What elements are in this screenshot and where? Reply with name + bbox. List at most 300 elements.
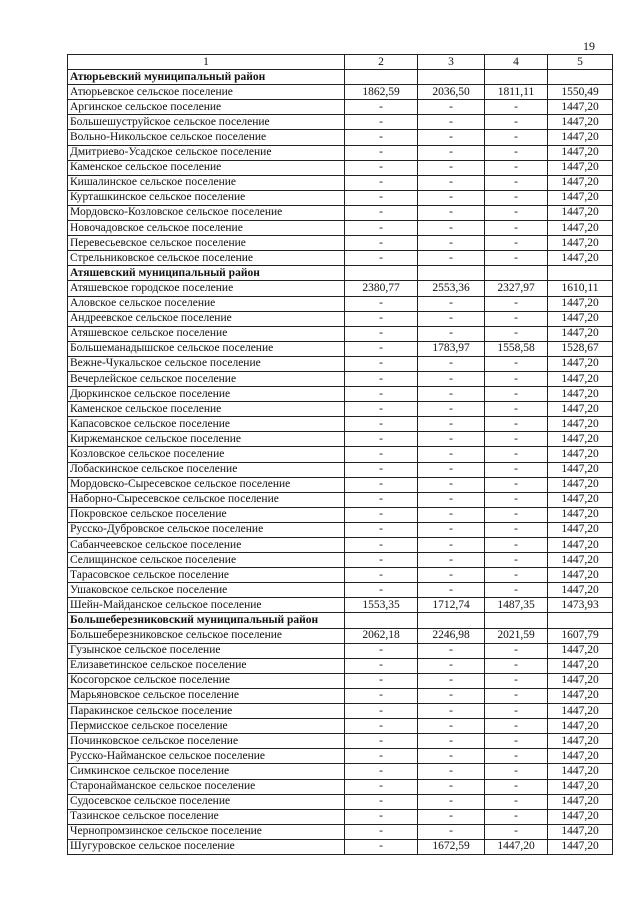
table-row — [68, 462, 613, 477]
value-cell-col-5: 1528,67 — [548, 341, 613, 356]
value-cell-col-4: - — [485, 326, 548, 341]
value-cell-col-3: - — [418, 492, 485, 507]
value-cell-col-5: 1447,20 — [548, 568, 613, 583]
settlement-name-cell: Каменское сельское поселение — [68, 160, 345, 175]
settlement-name-cell: Новочадовское сельское поселение — [68, 221, 345, 236]
value-cell-col-2: - — [345, 205, 418, 220]
value-cell-col-4: - — [485, 538, 548, 553]
table-row — [68, 371, 613, 386]
table-row — [68, 311, 613, 326]
value-cell-col-2: - — [345, 387, 418, 402]
value-cell-col-4: - — [485, 251, 548, 266]
district-heading-row — [68, 70, 613, 85]
value-cell-col-2: - — [345, 734, 418, 749]
value-cell-col-5: 1447,20 — [548, 779, 613, 794]
table-row — [68, 130, 613, 145]
value-cell-col-4: - — [485, 100, 548, 115]
district-title: Атяшевский муниципальный район — [68, 266, 345, 281]
settlement-name-cell: Вольно-Никольское сельское поселение — [68, 130, 345, 145]
value-cell-col-4: - — [485, 130, 548, 145]
value-cell-col-4: - — [485, 734, 548, 749]
settlement-name-cell: Гузынское сельское поселение — [68, 643, 345, 658]
table-row — [68, 296, 613, 311]
empty-cell — [418, 613, 485, 628]
empty-cell — [485, 266, 548, 281]
settlement-name-cell: Мордовско-Козловское сельское поселение — [68, 205, 345, 220]
value-cell-col-4: - — [485, 688, 548, 703]
value-cell-col-5: 1550,49 — [548, 85, 613, 100]
empty-cell — [485, 613, 548, 628]
value-cell-col-3: - — [418, 673, 485, 688]
settlement-name-cell: Курташкинское сельское поселение — [68, 190, 345, 205]
empty-cell — [345, 613, 418, 628]
value-cell-col-2: 2380,77 — [345, 281, 418, 296]
settlement-name-cell: Ушаковское сельское поселение — [68, 583, 345, 598]
value-cell-col-3: - — [418, 236, 485, 251]
value-cell-col-5: 1447,20 — [548, 402, 613, 417]
table-row — [68, 568, 613, 583]
value-cell-col-2: - — [345, 160, 418, 175]
settlement-name-cell: Аловское сельское поселение — [68, 296, 345, 311]
value-cell-col-2: - — [345, 341, 418, 356]
value-cell-col-4: - — [485, 477, 548, 492]
value-cell-col-2: - — [345, 704, 418, 719]
value-cell-col-5: 1447,20 — [548, 839, 613, 854]
value-cell-col-3: - — [418, 824, 485, 839]
settlement-name-cell: Дюркинское сельское поселение — [68, 387, 345, 402]
value-cell-col-5: 1447,20 — [548, 824, 613, 839]
settlement-name-cell: Большешуструйское сельское поселение — [68, 115, 345, 130]
value-cell-col-3: 1783,97 — [418, 341, 485, 356]
value-cell-col-5: 1447,20 — [548, 115, 613, 130]
value-cell-col-4: - — [485, 809, 548, 824]
settlement-name-cell: Старонайманское сельское поселение — [68, 779, 345, 794]
settlement-name-cell: Паракинское сельское поселение — [68, 704, 345, 719]
value-cell-col-2: - — [345, 100, 418, 115]
table-row — [68, 673, 613, 688]
settlement-name-cell: Атюрьевское сельское поселение — [68, 85, 345, 100]
value-cell-col-5: 1447,20 — [548, 160, 613, 175]
value-cell-col-3: - — [418, 311, 485, 326]
value-cell-col-5: 1447,20 — [548, 326, 613, 341]
value-cell-col-2: - — [345, 673, 418, 688]
value-cell-col-2: - — [345, 130, 418, 145]
settlement-name-cell: Симкинское сельское поселение — [68, 764, 345, 779]
table-row — [68, 145, 613, 160]
value-cell-col-5: 1447,20 — [548, 538, 613, 553]
empty-cell — [345, 70, 418, 85]
value-cell-col-5: 1447,20 — [548, 190, 613, 205]
settlement-name-cell: Русско-Найманское сельское поселение — [68, 749, 345, 764]
value-cell-col-2: - — [345, 538, 418, 553]
table-row — [68, 704, 613, 719]
value-cell-col-3: 2246,98 — [418, 628, 485, 643]
table-row — [68, 477, 613, 492]
header-cell: 3 — [418, 55, 485, 70]
settlement-name-cell: Сабанчеевское сельское поселение — [68, 538, 345, 553]
value-cell-col-3: - — [418, 749, 485, 764]
settlement-name-cell: Стрельниковское сельское поселение — [68, 251, 345, 266]
table-body — [68, 55, 613, 855]
value-cell-col-4: - — [485, 643, 548, 658]
value-cell-col-3: - — [418, 371, 485, 386]
value-cell-col-4: 2327,97 — [485, 281, 548, 296]
settlement-name-cell: Пермисское сельское поселение — [68, 719, 345, 734]
value-cell-col-3: 2036,50 — [418, 85, 485, 100]
empty-cell — [548, 613, 613, 628]
table-row — [68, 764, 613, 779]
value-cell-col-3: - — [418, 779, 485, 794]
table-row — [68, 553, 613, 568]
value-cell-col-5: 1447,20 — [548, 734, 613, 749]
value-cell-col-4: 1811,11 — [485, 85, 548, 100]
table-row — [68, 719, 613, 734]
value-cell-col-4: - — [485, 749, 548, 764]
value-cell-col-5: 1447,20 — [548, 311, 613, 326]
header-cell: 5 — [548, 55, 613, 70]
value-cell-col-3: - — [418, 402, 485, 417]
table-row — [68, 100, 613, 115]
value-cell-col-2: - — [345, 462, 418, 477]
value-cell-col-3: - — [418, 809, 485, 824]
value-cell-col-4: - — [485, 779, 548, 794]
settlement-name-cell: Марьяновское сельское поселение — [68, 688, 345, 703]
value-cell-col-2: - — [345, 794, 418, 809]
value-cell-col-2: - — [345, 326, 418, 341]
value-cell-col-4: 1558,58 — [485, 341, 548, 356]
value-cell-col-3: - — [418, 115, 485, 130]
value-cell-col-3: - — [418, 447, 485, 462]
district-title: Атюрьевский муниципальный район — [68, 70, 345, 85]
header-cell: 1 — [68, 55, 345, 70]
value-cell-col-3: - — [418, 477, 485, 492]
settlement-name-cell: Кишалинское сельское поселение — [68, 175, 345, 190]
table-row — [68, 839, 613, 854]
value-cell-col-4: - — [485, 794, 548, 809]
table-row — [68, 205, 613, 220]
value-cell-col-5: 1447,20 — [548, 658, 613, 673]
table-row — [68, 794, 613, 809]
value-cell-col-5: 1447,20 — [548, 145, 613, 160]
table-row — [68, 281, 613, 296]
value-cell-col-2: - — [345, 824, 418, 839]
value-cell-col-2: - — [345, 719, 418, 734]
value-cell-col-4: - — [485, 673, 548, 688]
table-row — [68, 658, 613, 673]
value-cell-col-5: 1447,20 — [548, 673, 613, 688]
value-cell-col-4: - — [485, 719, 548, 734]
value-cell-col-4: - — [485, 507, 548, 522]
value-cell-col-3: - — [418, 387, 485, 402]
value-cell-col-5: 1447,20 — [548, 130, 613, 145]
settlement-name-cell: Чернопромзинское сельское поселение — [68, 824, 345, 839]
value-cell-col-4: - — [485, 764, 548, 779]
value-cell-col-3: - — [418, 538, 485, 553]
table-row — [68, 251, 613, 266]
value-cell-col-3: - — [418, 190, 485, 205]
value-cell-col-3: - — [418, 356, 485, 371]
value-cell-col-4: 1487,35 — [485, 598, 548, 613]
value-cell-col-2: - — [345, 236, 418, 251]
value-cell-col-3: 1672,59 — [418, 839, 485, 854]
value-cell-col-5: 1447,20 — [548, 764, 613, 779]
settlement-name-cell: Капасовское сельское поселение — [68, 417, 345, 432]
value-cell-col-5: 1447,20 — [548, 296, 613, 311]
table-row — [68, 387, 613, 402]
table-row — [68, 85, 613, 100]
value-cell-col-3: - — [418, 688, 485, 703]
table-row — [68, 522, 613, 537]
value-cell-col-2: 1862,59 — [345, 85, 418, 100]
value-cell-col-2: - — [345, 568, 418, 583]
value-cell-col-5: 1447,20 — [548, 100, 613, 115]
value-cell-col-5: 1447,20 — [548, 809, 613, 824]
settlement-name-cell: Киржеманское сельское поселение — [68, 432, 345, 447]
value-cell-col-5: 1447,20 — [548, 719, 613, 734]
settlement-name-cell: Вечерлейское сельское поселение — [68, 371, 345, 386]
empty-cell — [548, 70, 613, 85]
settlement-name-cell: Русско-Дубровское сельское поселение — [68, 522, 345, 537]
table-row — [68, 779, 613, 794]
value-cell-col-2: 1553,35 — [345, 598, 418, 613]
table-row — [68, 326, 613, 341]
settlement-name-cell: Большеманадышское сельское поселение — [68, 341, 345, 356]
value-cell-col-2: - — [345, 658, 418, 673]
value-cell-col-4: - — [485, 462, 548, 477]
settlement-name-cell: Елизаветинское сельское поселение — [68, 658, 345, 673]
value-cell-col-5: 1447,20 — [548, 749, 613, 764]
value-cell-col-5: 1447,20 — [548, 236, 613, 251]
value-cell-col-5: 1447,20 — [548, 643, 613, 658]
table-row — [68, 583, 613, 598]
value-cell-col-5: 1447,20 — [548, 205, 613, 220]
value-cell-col-3: - — [418, 719, 485, 734]
value-cell-col-5: 1447,20 — [548, 462, 613, 477]
value-cell-col-4: - — [485, 115, 548, 130]
value-cell-col-3: - — [418, 205, 485, 220]
settlement-name-cell: Аргинское сельское поселение — [68, 100, 345, 115]
table-row — [68, 417, 613, 432]
table-row — [68, 628, 613, 643]
value-cell-col-3: - — [418, 794, 485, 809]
table-row — [68, 190, 613, 205]
table-row — [68, 341, 613, 356]
settlement-name-cell: Дмитриево-Усадское сельское поселение — [68, 145, 345, 160]
value-cell-col-2: - — [345, 553, 418, 568]
value-cell-col-3: - — [418, 417, 485, 432]
settlement-name-cell: Тарасовское сельское поселение — [68, 568, 345, 583]
settlement-name-cell: Покровское сельское поселение — [68, 507, 345, 522]
value-cell-col-4: - — [485, 492, 548, 507]
value-cell-col-3: - — [418, 175, 485, 190]
settlement-name-cell: Атяшевское городское поселение — [68, 281, 345, 296]
settlement-name-cell: Андреевское сельское поселение — [68, 311, 345, 326]
value-cell-col-3: - — [418, 221, 485, 236]
value-cell-col-2: - — [345, 688, 418, 703]
settlement-name-cell: Перевесьевское сельское поселение — [68, 236, 345, 251]
value-cell-col-2: - — [345, 643, 418, 658]
value-cell-col-5: 1473,93 — [548, 598, 613, 613]
value-cell-col-5: 1447,20 — [548, 794, 613, 809]
value-cell-col-3: - — [418, 100, 485, 115]
value-cell-col-2: 2062,18 — [345, 628, 418, 643]
value-cell-col-4: - — [485, 236, 548, 251]
value-cell-col-4: - — [485, 371, 548, 386]
value-cell-col-3: - — [418, 658, 485, 673]
value-cell-col-2: - — [345, 507, 418, 522]
settlement-name-cell: Шугуровское сельское поселение — [68, 839, 345, 854]
value-cell-col-5: 1447,20 — [548, 387, 613, 402]
value-cell-col-5: 1447,20 — [548, 371, 613, 386]
value-cell-col-4: - — [485, 553, 548, 568]
value-cell-col-5: 1447,20 — [548, 704, 613, 719]
value-cell-col-2: - — [345, 749, 418, 764]
value-cell-col-4: - — [485, 311, 548, 326]
value-cell-col-5: 1447,20 — [548, 522, 613, 537]
value-cell-col-5: 1447,20 — [548, 447, 613, 462]
value-cell-col-3: - — [418, 507, 485, 522]
value-cell-col-3: - — [418, 522, 485, 537]
value-cell-col-4: - — [485, 145, 548, 160]
value-cell-col-5: 1447,20 — [548, 221, 613, 236]
value-cell-col-5: 1447,20 — [548, 492, 613, 507]
table-row — [68, 643, 613, 658]
value-cell-col-3: - — [418, 462, 485, 477]
value-cell-col-4: - — [485, 432, 548, 447]
value-cell-col-5: 1607,79 — [548, 628, 613, 643]
value-cell-col-4: - — [485, 205, 548, 220]
settlement-name-cell: Судосевское сельское поселение — [68, 794, 345, 809]
value-cell-col-5: 1610,11 — [548, 281, 613, 296]
value-cell-col-5: 1447,20 — [548, 688, 613, 703]
settlement-name-cell: Большеберезниковское сельское поселение — [68, 628, 345, 643]
value-cell-col-4: - — [485, 387, 548, 402]
settlement-name-cell: Каменское сельское поселение — [68, 402, 345, 417]
value-cell-col-4: - — [485, 160, 548, 175]
value-cell-col-4: - — [485, 658, 548, 673]
value-cell-col-3: - — [418, 643, 485, 658]
value-cell-col-5: 1447,20 — [548, 477, 613, 492]
value-cell-col-5: 1447,20 — [548, 553, 613, 568]
value-cell-col-3: - — [418, 145, 485, 160]
empty-cell — [485, 70, 548, 85]
table-row — [68, 538, 613, 553]
value-cell-col-5: 1447,20 — [548, 356, 613, 371]
value-cell-col-4: - — [485, 402, 548, 417]
value-cell-col-2: - — [345, 190, 418, 205]
settlement-name-cell: Атяшевское сельское поселение — [68, 326, 345, 341]
table-row — [68, 115, 613, 130]
table-row — [68, 598, 613, 613]
value-cell-col-3: - — [418, 296, 485, 311]
table-row — [68, 492, 613, 507]
page-number: 19 — [583, 39, 595, 53]
district-title: Большеберезниковский муниципальный район — [68, 613, 345, 628]
table-row — [68, 809, 613, 824]
value-cell-col-2: - — [345, 175, 418, 190]
value-cell-col-2: - — [345, 417, 418, 432]
district-heading-row — [68, 266, 613, 281]
table-row — [68, 432, 613, 447]
value-cell-col-4: - — [485, 296, 548, 311]
value-cell-col-2: - — [345, 477, 418, 492]
settlement-name-cell: Шейн-Майданское сельское поселение — [68, 598, 345, 613]
value-cell-col-2: - — [345, 492, 418, 507]
value-cell-col-2: - — [345, 296, 418, 311]
value-cell-col-5: 1447,20 — [548, 175, 613, 190]
value-cell-col-4: - — [485, 583, 548, 598]
settlement-name-cell: Мордовско-Сыресевское сельское поселение — [68, 477, 345, 492]
value-cell-col-2: - — [345, 583, 418, 598]
value-cell-col-2: - — [345, 522, 418, 537]
table-row — [68, 734, 613, 749]
value-cell-col-4: - — [485, 190, 548, 205]
value-cell-col-4: - — [485, 704, 548, 719]
value-cell-col-4: - — [485, 447, 548, 462]
value-cell-col-2: - — [345, 115, 418, 130]
value-cell-col-3: - — [418, 326, 485, 341]
value-cell-col-3: - — [418, 432, 485, 447]
empty-cell — [418, 70, 485, 85]
empty-cell — [418, 266, 485, 281]
table-row — [68, 447, 613, 462]
value-cell-col-3: - — [418, 553, 485, 568]
empty-cell — [548, 266, 613, 281]
table-row — [68, 824, 613, 839]
table-row — [68, 160, 613, 175]
value-cell-col-4: - — [485, 824, 548, 839]
value-cell-col-5: 1447,20 — [548, 432, 613, 447]
value-cell-col-4: - — [485, 568, 548, 583]
table-row — [68, 221, 613, 236]
value-cell-col-5: 1447,20 — [548, 583, 613, 598]
value-cell-col-3: - — [418, 568, 485, 583]
table-row — [68, 236, 613, 251]
settlement-name-cell: Селищинское сельское поселение — [68, 553, 345, 568]
value-cell-col-3: 1712,74 — [418, 598, 485, 613]
value-cell-col-3: - — [418, 130, 485, 145]
settlement-name-cell: Козловское сельское поселение — [68, 447, 345, 462]
table-row — [68, 507, 613, 522]
value-cell-col-3: - — [418, 160, 485, 175]
value-cell-col-2: - — [345, 251, 418, 266]
value-cell-col-2: - — [345, 371, 418, 386]
header-row — [68, 55, 613, 70]
value-cell-col-2: - — [345, 764, 418, 779]
tariff-table — [67, 54, 613, 855]
header-cell: 4 — [485, 55, 548, 70]
settlement-name-cell: Вежне-Чукальское сельское поселение — [68, 356, 345, 371]
value-cell-col-4: - — [485, 175, 548, 190]
value-cell-col-2: - — [345, 839, 418, 854]
settlement-name-cell: Косогорское сельское поселение — [68, 673, 345, 688]
settlement-name-cell: Наборно-Сыресевское сельское поселение — [68, 492, 345, 507]
header-cell: 2 — [345, 55, 418, 70]
table-row — [68, 688, 613, 703]
settlement-name-cell: Лобаскинское сельское поселение — [68, 462, 345, 477]
value-cell-col-2: - — [345, 447, 418, 462]
value-cell-col-3: - — [418, 704, 485, 719]
value-cell-col-4: - — [485, 356, 548, 371]
value-cell-col-4: - — [485, 221, 548, 236]
value-cell-col-5: 1447,20 — [548, 417, 613, 432]
table-row — [68, 356, 613, 371]
empty-cell — [345, 266, 418, 281]
value-cell-col-2: - — [345, 402, 418, 417]
value-cell-col-4: 1447,20 — [485, 839, 548, 854]
value-cell-col-3: - — [418, 764, 485, 779]
value-cell-col-2: - — [345, 809, 418, 824]
